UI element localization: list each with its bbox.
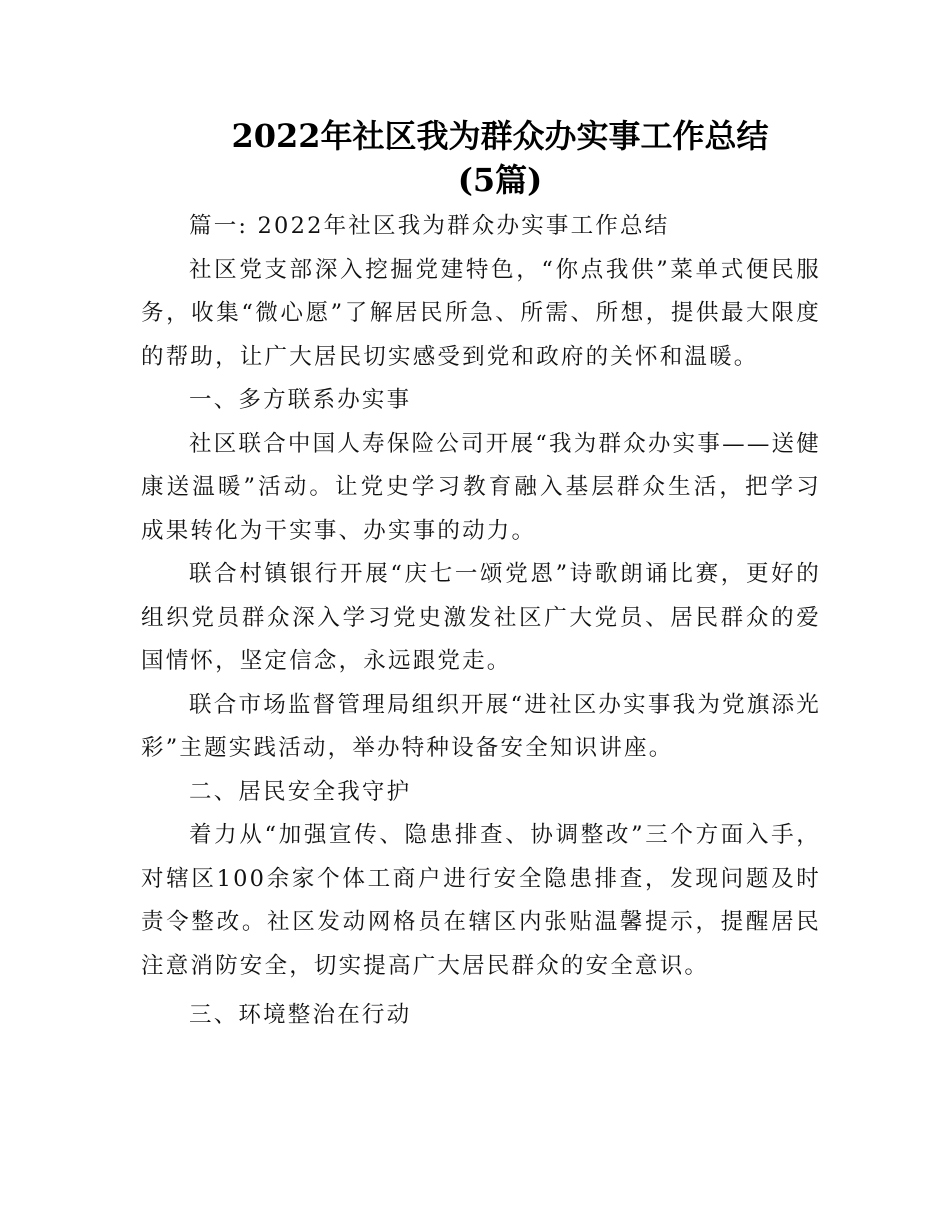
- section-heading-3: 三、环境整治在行动: [189, 1002, 412, 1028]
- paragraph-poetry-contest: 联合村镇银行开展“庆七一颂党恩”诗歌朗诵比赛，更好的组织党员群众深入学习党史激发社区广大党员、居民群众的爱国情怀，坚定信念，永远跟党走。: [141, 561, 821, 674]
- paragraph-insurance-activity: 社区联合中国人寿保险公司开展“我为群众办实事——送健康送温暖”活动。让党史学习教育融入基层群众生活，把学习成果转化为干实事、办实事的动力。: [141, 430, 821, 544]
- document-title: 2022年社区我为群众办实事工作总结: [231, 117, 769, 155]
- section-heading-2: 二、居民安全我守护: [189, 778, 412, 805]
- section-heading-1: 一、多方联系办实事: [189, 387, 412, 413]
- section-heading-part-one: 篇一: 2022年社区我为群众办实事工作总结: [189, 213, 670, 239]
- paragraph-safety-inspection: 着力从“加强宣传、隐患排查、协调整改”三个方面入手，对辖区100余家个体工商户进行安全隐患排查，发现问题及时责令整改。社区发动网格员在辖区内张贴温馨提示，提醒居民注意消防安全，切实提高广大居民群众的安全意识。: [141, 822, 821, 979]
- document-title-count: (5篇): [457, 161, 543, 199]
- intro-paragraph: 社区党支部深入挖掘党建特色，“你点我供”菜单式便民服务，收集“微心愿”了解居民所急、所需、所想，提供最大限度的帮助，让广大居民切实感受到党和政府的关怀和温暖。: [141, 256, 821, 370]
- paragraph-safety-lecture: 联合市场监督管理局组织开展“进社区办实事我为党旗添光彩”主题实践活动，举办特种设备安全知识讲座。: [141, 691, 821, 761]
- document-body: [141, 205, 821, 1038]
